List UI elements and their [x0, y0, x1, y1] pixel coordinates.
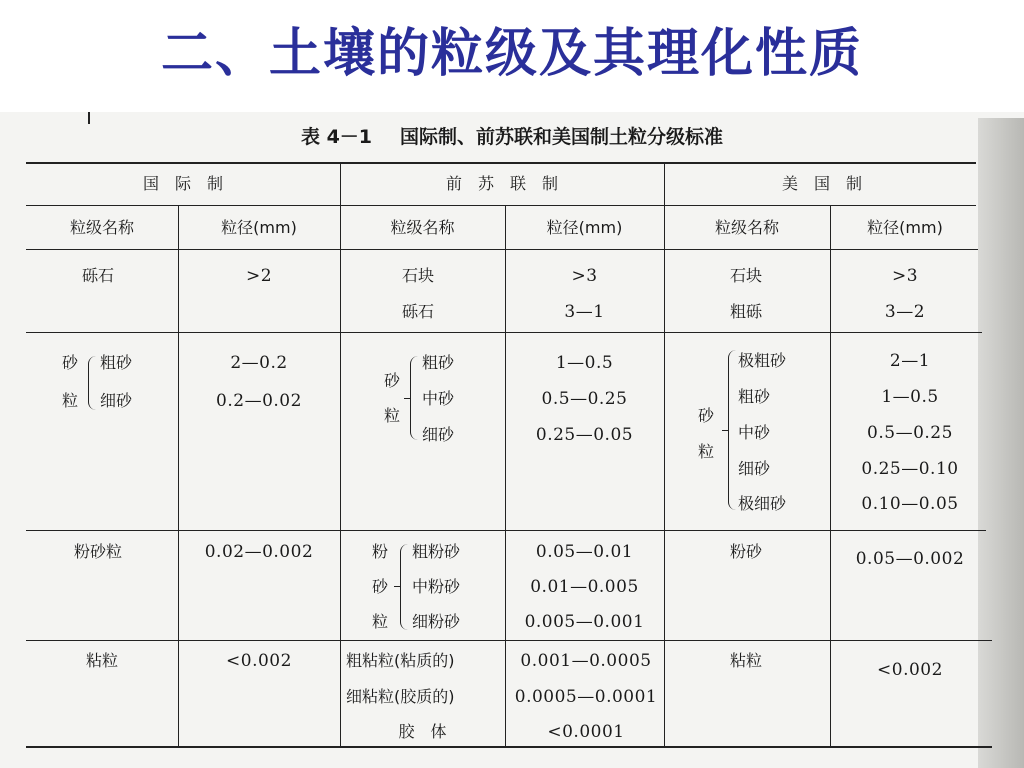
soviet-silt-size: 0.01—0.005 — [530, 577, 639, 597]
usda-clay-name: 粘粒 — [730, 651, 763, 670]
soviet-silt-name: 粗粉砂 — [412, 542, 461, 561]
system-header-soviet: 前 苏 联 制 — [445, 174, 558, 193]
system-header-usda: 美 国 制 — [781, 174, 862, 193]
intl-sand-brace — [88, 356, 96, 410]
intl-sand-name: 细砂 — [100, 391, 133, 410]
soviet-stone-size: >3 — [571, 266, 598, 286]
usda-sand-size: 0.5—0.25 — [867, 423, 953, 443]
soviet-silt-brace — [400, 544, 408, 630]
usda-sand-size: 2—1 — [889, 351, 931, 371]
soviet-sand-name: 粗砂 — [422, 353, 455, 372]
col-header-size: 粒径(mm) — [221, 218, 297, 237]
usda-sand-name: 中砂 — [738, 423, 771, 442]
intl-silt-name: 粉砂粒 — [74, 542, 123, 561]
intl-silt-size: 0.02—0.002 — [204, 542, 314, 562]
intl-sand-group-label: 粒 — [62, 391, 79, 410]
col-header-name: 粒级名称 — [69, 218, 134, 237]
soviet-silt-brace-tip — [394, 586, 400, 587]
table-rule — [26, 332, 982, 333]
usda-stone-name: 石块 — [730, 266, 763, 285]
soviet-silt-group-label: 粉 — [372, 542, 389, 561]
soviet-gravel-name: 砾石 — [402, 302, 435, 321]
intl-sand-name: 粗砂 — [100, 353, 133, 372]
intl-clay-name: 粘粒 — [86, 651, 119, 670]
table-rule — [26, 249, 978, 250]
usda-silt-size: 0.05—0.002 — [855, 549, 965, 569]
usda-silt-name: 粉砂 — [730, 542, 763, 561]
table-rule-top — [26, 162, 976, 164]
usda-sand-size: 1—0.5 — [881, 387, 939, 407]
soviet-silt-name: 细粉砂 — [412, 612, 461, 631]
soviet-gravel-size: 3—1 — [564, 302, 605, 322]
soviet-clay-size: <0.0001 — [547, 722, 625, 742]
soviet-silt-size: 0.05—0.01 — [535, 542, 634, 562]
table-caption — [0, 122, 1024, 152]
soviet-sand-group-label: 砂 — [384, 371, 401, 390]
soviet-sand-size: 1—0.5 — [555, 353, 614, 373]
table-col-rule — [340, 162, 341, 746]
usda-sand-brace — [728, 350, 736, 510]
soviet-clay-name: 胶 体 — [398, 722, 447, 741]
soviet-stone-name: 石块 — [402, 266, 435, 285]
soviet-silt-size: 0.005—0.001 — [524, 612, 645, 632]
col-header-size: 粒径(mm) — [867, 218, 943, 237]
table-caption-number: 表 4－1 — [300, 126, 373, 148]
usda-gravel-size: 3—2 — [884, 302, 926, 322]
usda-gravel-name: 粗砾 — [730, 302, 763, 321]
usda-sand-size: 0.25—0.10 — [861, 459, 959, 479]
soviet-sand-brace-tip — [404, 398, 410, 399]
col-header-size: 粒径(mm) — [546, 218, 623, 237]
soviet-clay-size: 0.0005—0.0001 — [514, 687, 658, 707]
usda-sand-name: 极细砂 — [738, 494, 787, 513]
usda-sand-name: 极粗砂 — [738, 351, 787, 370]
intl-clay-size: <0.002 — [226, 651, 292, 671]
soviet-sand-group-label: 粒 — [384, 406, 401, 425]
usda-sand-name: 细砂 — [738, 459, 771, 478]
soviet-clay-name: 细粘粒(胶质的) — [346, 687, 455, 706]
soviet-sand-name: 细砂 — [422, 425, 455, 444]
intl-sand-size: 0.2—0.02 — [216, 391, 302, 411]
soviet-silt-group-label: 砂 — [372, 577, 389, 596]
table-caption-text: 国际制、前苏联和美国制土粒分级标准 — [400, 126, 724, 148]
usda-stone-size: >3 — [891, 266, 919, 286]
soviet-sand-size: 0.5—0.25 — [541, 389, 628, 409]
soviet-silt-name: 中粉砂 — [412, 577, 461, 596]
col-header-name: 粒级名称 — [390, 218, 455, 237]
soviet-clay-name: 粗粘粒(粘质的) — [346, 651, 455, 670]
table-rule — [26, 530, 986, 531]
intl-gravel-size: >2 — [245, 266, 273, 286]
soviet-sand-name: 中砂 — [422, 389, 455, 408]
table-rule-bottom — [26, 746, 992, 748]
soviet-clay-size: 0.001—0.0005 — [520, 651, 652, 671]
intl-sand-size: 2—0.2 — [230, 353, 288, 373]
soviet-silt-group-label: 粒 — [372, 612, 389, 631]
soviet-sand-size: 0.25—0.05 — [535, 425, 634, 445]
slide-title: 二、土壤的粒级及其理化性质 — [160, 23, 863, 84]
soviet-sand-brace — [410, 356, 418, 440]
usda-sand-brace-tip — [722, 430, 728, 431]
table-rule — [26, 640, 992, 641]
usda-sand-group-label: 粒 — [698, 442, 715, 461]
intl-sand-group-label: 砂 — [62, 353, 79, 372]
usda-sand-group-label: 砂 — [698, 406, 715, 425]
usda-sand-size: 0.10—0.05 — [861, 494, 959, 514]
col-header-name: 粒级名称 — [714, 218, 779, 237]
intl-gravel-name: 砾石 — [82, 266, 115, 285]
table-rule — [26, 205, 976, 206]
usda-sand-name: 粗砂 — [738, 387, 771, 406]
usda-clay-size: <0.002 — [877, 660, 943, 680]
system-header-international: 国 际 制 — [142, 174, 223, 193]
